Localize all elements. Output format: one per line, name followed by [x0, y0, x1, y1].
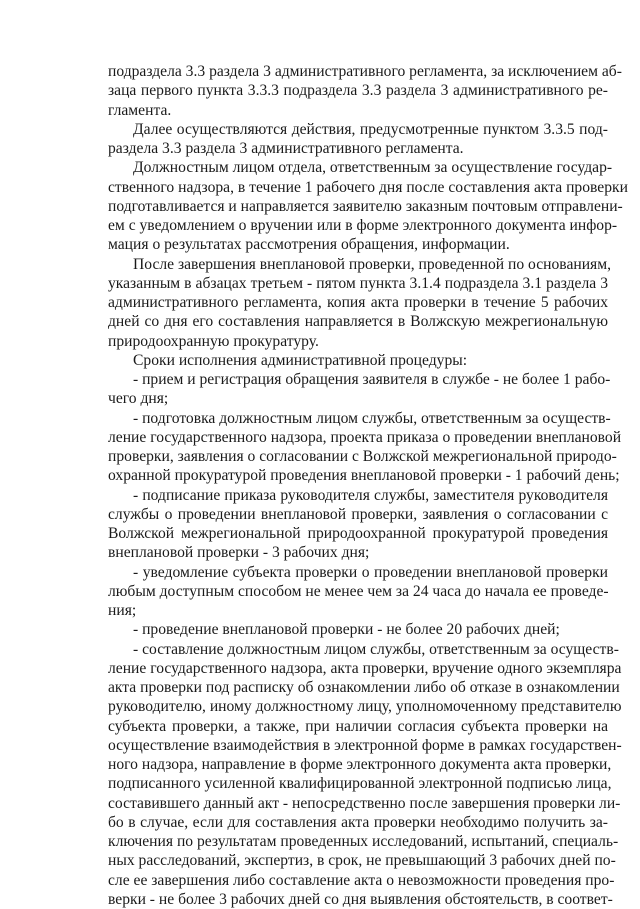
paragraph [108, 62, 608, 120]
text-line: службы о проведении внеплановой проверки, заявления о согласовании с [108, 505, 608, 524]
text-line: ем с уведомлением о вручении или в форме электронного документа инфор- [108, 216, 608, 235]
text-line: верки - не более 3 рабочих дней со дня выявления обстоятельств, в соответ- [108, 890, 608, 909]
text-line: внеплановой проверки - 3 рабочих дня; [108, 543, 608, 562]
paragraph [108, 620, 608, 639]
text-line: ключения по результатам проведенных исследований, испытаний, специаль- [108, 832, 608, 851]
paragraph [108, 486, 608, 563]
text-line: - проведение внеплановой проверки - не более 20 рабочих дней; [108, 620, 608, 639]
text-line: подписанного усиленной квалифицированной электронной подписью лица, [108, 774, 608, 793]
text-line: гламента. [108, 101, 608, 120]
text-line: - уведомление субъекта проверки о проведении внеплановой проверки [108, 563, 608, 582]
text-line: ных расследований, экспертиз, в срок, не превышающий 3 рабочих дней по- [108, 851, 608, 870]
text-line: любым доступным способом не менее чем за 24 часа до начала ее проведе- [108, 582, 608, 601]
text-line: раздела 3.3 раздела 3 административного регламента. [108, 139, 608, 158]
text-line: - прием и регистрация обращения заявителя в службе - не более 1 рабо- [108, 370, 608, 389]
paragraph [108, 255, 608, 351]
paragraph [108, 563, 608, 621]
text-line: Волжской межрегиональной природоохранной прокуратурой проведения [108, 524, 608, 543]
text-line: Далее осуществляются действия, предусмотренные пунктом 3.3.5 под- [108, 120, 608, 139]
text-line: Сроки исполнения административной процедуры: [108, 351, 608, 370]
text-line: субъекта проверки, а также, при наличии согласия субъекта проверки на [108, 717, 608, 736]
text-line: подраздела 3.3 раздела 3 административного регламента, за исключением аб- [108, 62, 608, 81]
text-line: подготавливается и направляется заявителю заказным почтовым отправлени- [108, 197, 608, 216]
text-line: заца первого пункта 3.3.3 подраздела 3.3 раздела 3 административного ре- [108, 81, 608, 100]
text-line: составившего данный акт - непосредственно после завершения проверки ли- [108, 794, 608, 813]
text-line: осуществление взаимодействия в электронной форме в рамках государствен- [108, 736, 608, 755]
text-line: Должностным лицом отдела, ответственным за осуществление государ- [108, 158, 608, 177]
text-line: охранной прокуратурой проведения внеплановой проверки - 1 рабочий день; [108, 466, 608, 485]
text-line: бо в случае, если для составления акта проверки необходимо получить за- [108, 813, 608, 832]
paragraph [108, 120, 608, 159]
paragraph [108, 640, 608, 909]
text-line: ственного надзора, в течение 1 рабочего дня после составления акта проверки [108, 178, 608, 197]
document-body [108, 62, 608, 909]
text-line: природоохранную прокуратуру. [108, 332, 608, 351]
text-line: ление государственного надзора, проекта приказа о проведении внеплановой [108, 428, 608, 447]
paragraph [108, 351, 608, 370]
text-line: руководителю, иному должностному лицу, уполномоченному представителю [108, 697, 608, 716]
text-line: дней со дня его составления направляется в Волжскую межрегиональную [108, 312, 608, 331]
text-line: ния; [108, 601, 608, 620]
text-line: мация о результатах рассмотрения обращения, информации. [108, 235, 608, 254]
text-line: - составление должностным лицом службы, ответственным за осуществ- [108, 640, 608, 659]
text-line: чего дня; [108, 389, 608, 408]
paragraph [108, 409, 608, 486]
text-line: ного надзора, направление в форме электронного документа акта проверки, [108, 755, 608, 774]
text-line: ление государственного надзора, акта проверки, вручение одного экземпляра [108, 659, 608, 678]
text-line: акта проверки под расписку об ознакомлении либо об отказе в ознакомлении [108, 678, 608, 697]
paragraph [108, 370, 608, 409]
text-line: - подготовка должностным лицом службы, ответственным за осуществ- [108, 409, 608, 428]
text-line: проверки, заявления о согласовании с Волжской межрегиональной природо- [108, 447, 608, 466]
text-line: - подписание приказа руководителя службы, заместителя руководителя [108, 486, 608, 505]
text-line: сле ее завершения либо составление акта о невозможности проведения про- [108, 871, 608, 890]
paragraph [108, 158, 608, 254]
text-line: После завершения внеплановой проверки, проведенной по основаниям, [108, 255, 608, 274]
text-line: административного регламента, копия акта проверки в течение 5 рабочих [108, 293, 608, 312]
text-line: указанным в абзацах третьем - пятом пункта 3.1.4 подраздела 3.1 раздела 3 [108, 274, 608, 293]
